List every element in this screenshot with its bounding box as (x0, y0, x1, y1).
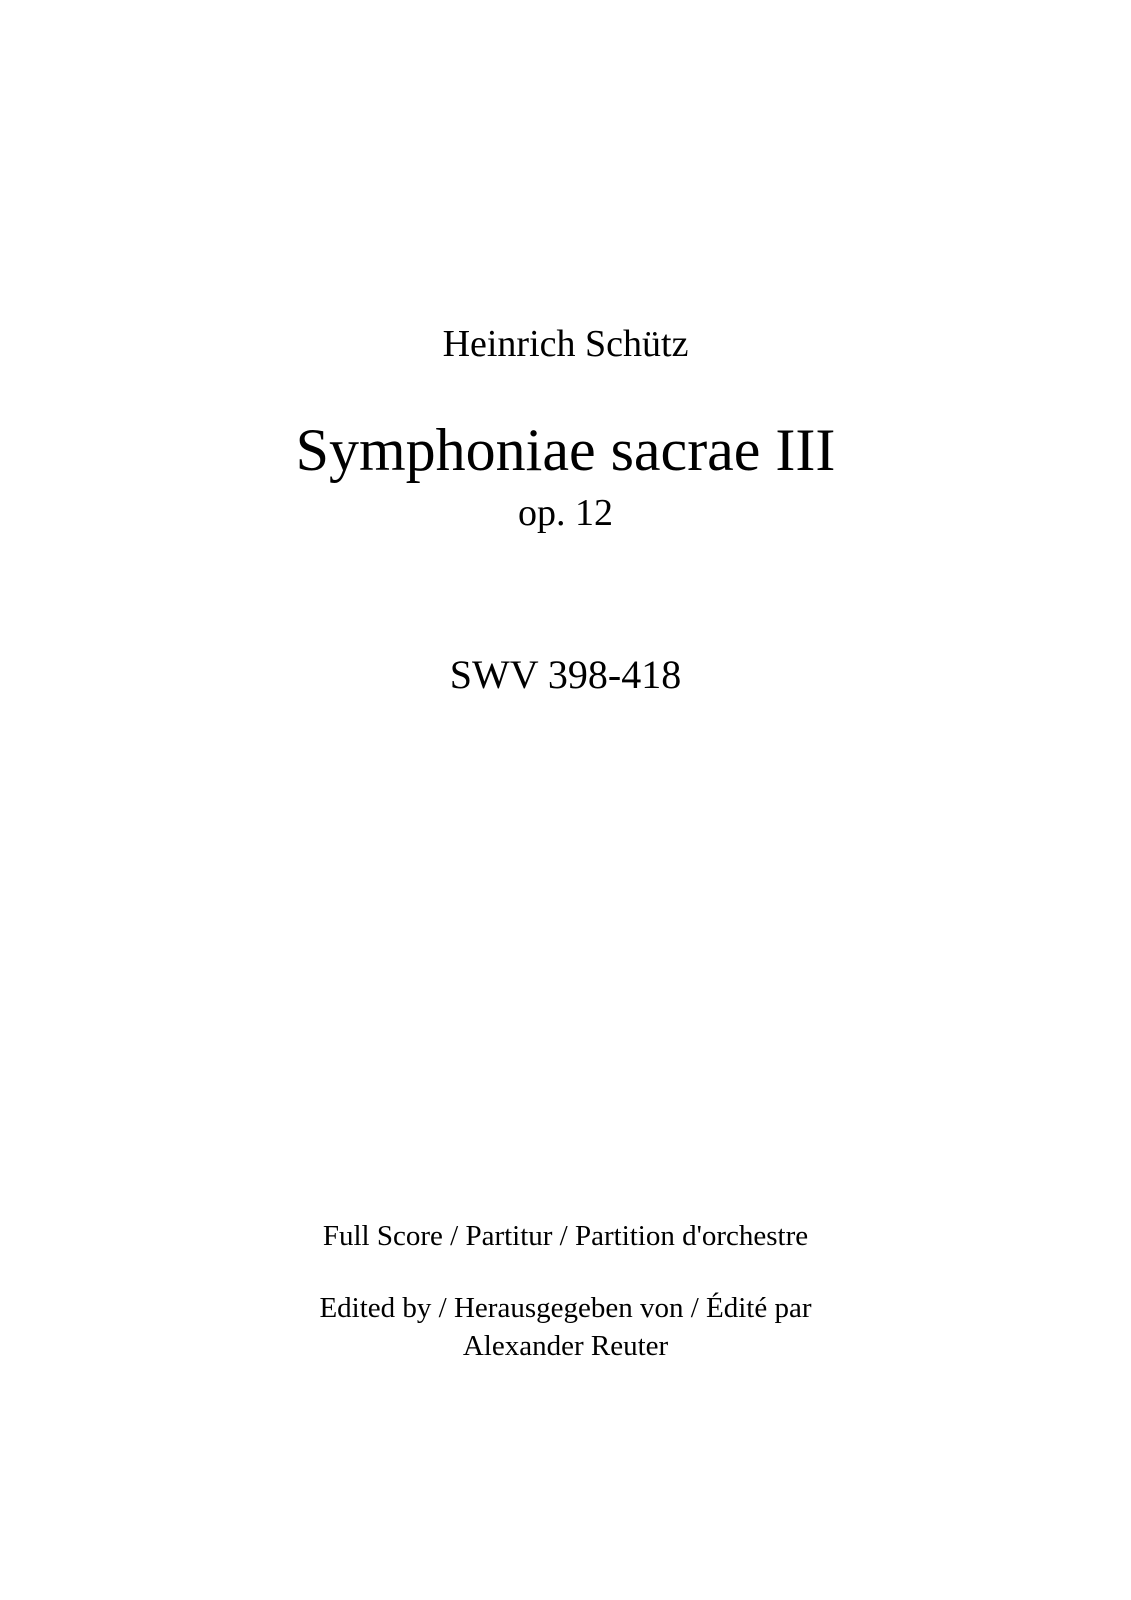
catalogue-number: SWV 398-418 (449, 652, 682, 697)
score-type: Full Score / Partitur / Partition d'orchestre (322, 1220, 809, 1252)
opus-number: op. 12 (518, 492, 613, 534)
editor-name: Alexander Reuter (462, 1330, 669, 1362)
edited-by-label: Edited by / Herausgegeben von / Édité par (319, 1292, 812, 1324)
work-title: Symphoniae sacrae III (295, 417, 836, 483)
composer-name: Heinrich Schütz (442, 323, 689, 365)
